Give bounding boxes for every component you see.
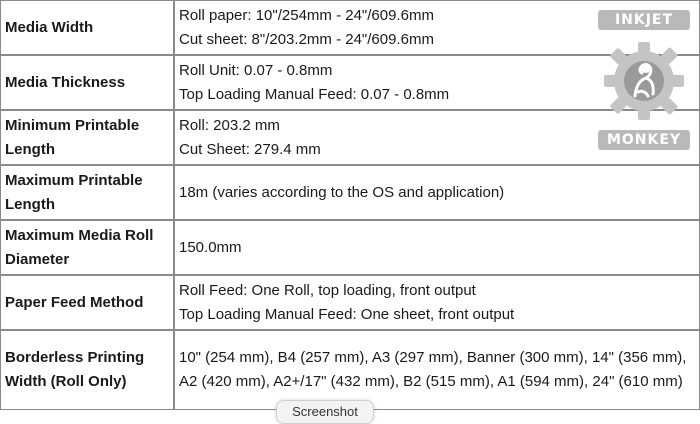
row-value: [174, 330, 700, 410]
value-line: 18m (varies according to the OS and application): [179, 183, 505, 201]
row-value: [174, 0, 700, 55]
value-line: Cut sheet: 8"/203.2mm - 24"/609.6mm: [179, 30, 434, 48]
table-row: [0, 220, 700, 275]
row-value: [174, 55, 700, 110]
row-label: Media Width: [0, 0, 174, 55]
table-row: [0, 55, 700, 110]
row-value: [174, 275, 700, 330]
value-line: 150.0mm: [179, 238, 242, 256]
table-row: [0, 0, 700, 55]
table-row: [0, 110, 700, 165]
row-label: Borderless Printing Width (Roll Only): [0, 330, 174, 410]
table-row: [0, 165, 700, 220]
value-line: Roll Feed: One Roll, top loading, front output: [179, 281, 476, 299]
row-label: Minimum Printable Length: [0, 110, 174, 165]
row-value: [174, 220, 700, 275]
value-line: Top Loading Manual Feed: One sheet, front output: [179, 305, 515, 323]
watermark-bottom-text: MONKEY: [598, 130, 690, 150]
table-row: [0, 275, 700, 330]
watermark-top-text: INKJET: [598, 10, 690, 30]
value-line: Top Loading Manual Feed: 0.07 - 0.8mm: [179, 85, 450, 103]
row-value: [174, 165, 700, 220]
row-value: [174, 110, 700, 165]
row-label: Media Thickness: [0, 55, 174, 110]
value-line: 10" (254 mm), B4 (257 mm), A3 (297 mm), Banner (300 mm), 14" (356 mm), A2 (420 mm), A2+/17" (432 mm), B2 (515 mm), A1 (594 mm), 24" (610 mm): [179, 349, 687, 390]
value-line: Cut Sheet: 279.4 mm: [179, 140, 321, 158]
table-row: [0, 330, 700, 410]
row-label: Maximum Printable Length: [0, 165, 174, 220]
value-line: Roll paper: 10"/254mm - 24"/609.6mm: [179, 6, 434, 24]
row-label: Maximum Media Roll Diameter: [0, 220, 174, 275]
row-label: Paper Feed Method: [0, 275, 174, 330]
value-line: Roll Unit: 0.07 - 0.8mm: [179, 61, 333, 79]
screenshot-button[interactable]: Screenshot: [276, 400, 374, 424]
value-line: Roll: 203.2 mm: [179, 116, 280, 134]
